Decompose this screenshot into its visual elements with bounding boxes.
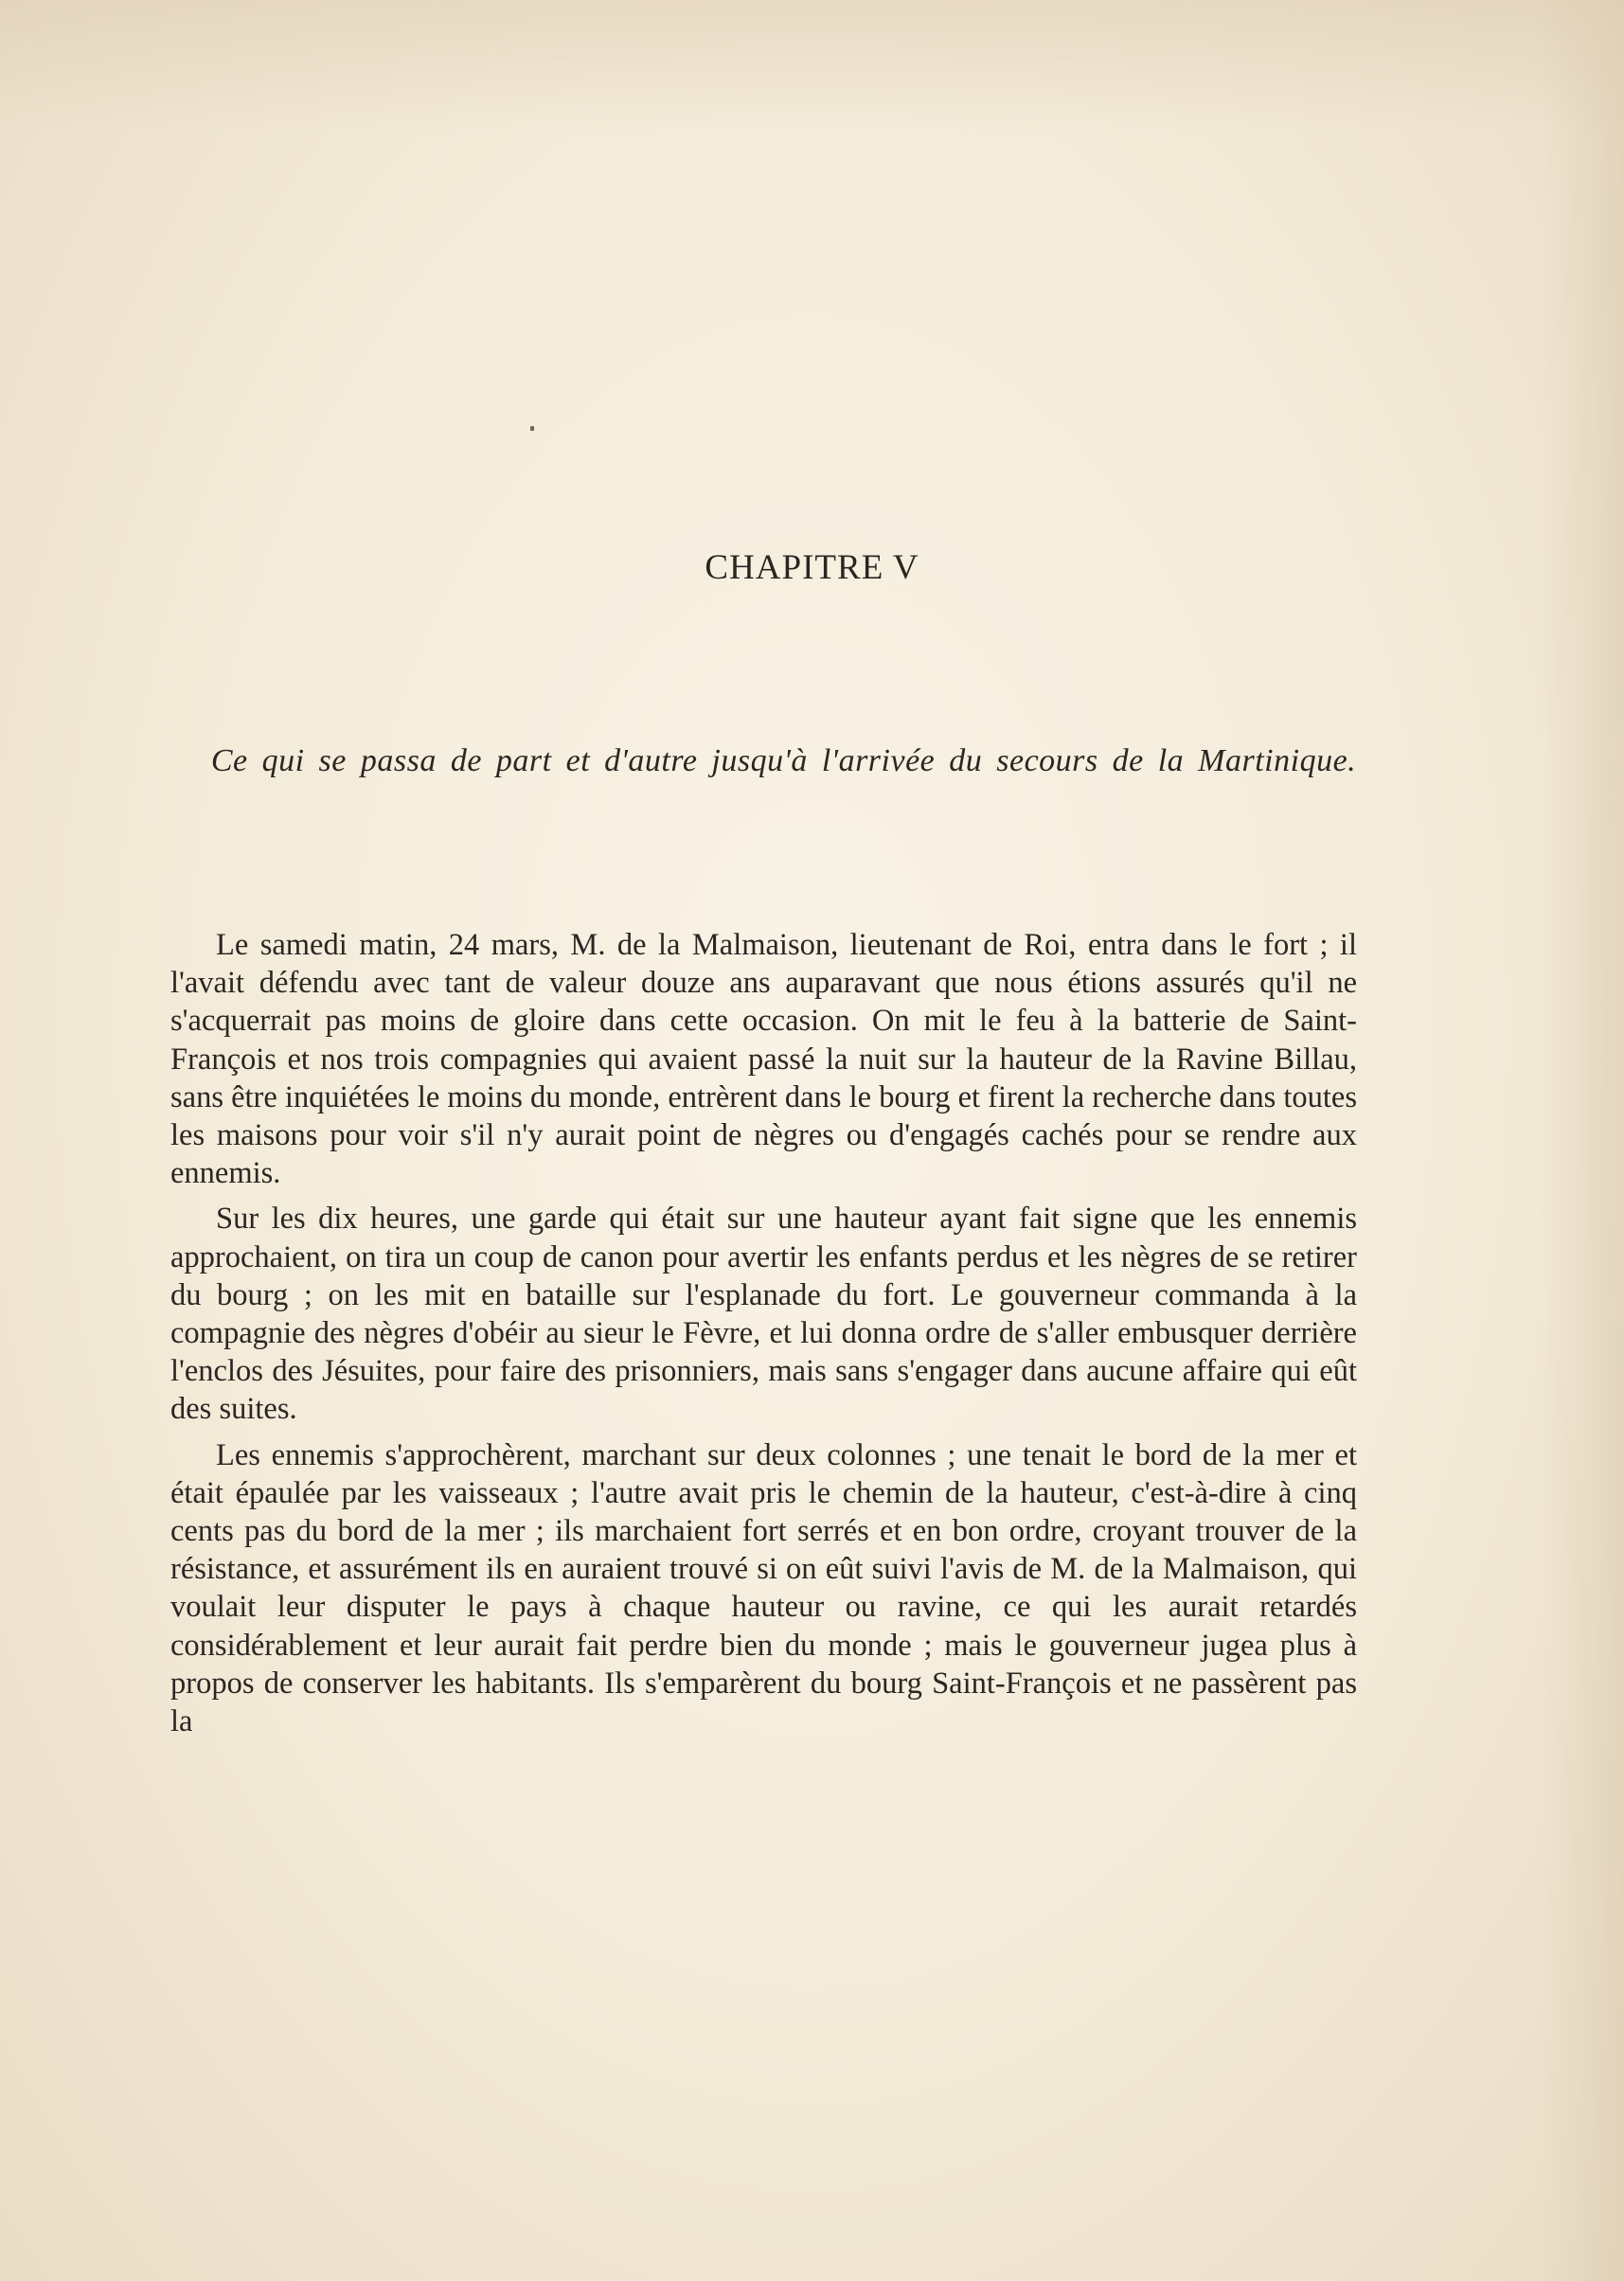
body-text bbox=[170, 926, 1357, 1740]
paragraph: Le samedi matin, 24 mars, M. de la Malmaison, lieutenant de Roi, entra dans le fort ; il l'avait défendu avec tant de valeur douze ans auparavant que nous étions assurés qu'il ne s'acquerrait pas moins de gloire dans cette occasion. On mit le feu à la batterie de Saint-François et nos trois compagnies qui avaient passé la nuit sur la hauteur de la Ravine Billau, sans être inquiétées le moins du monde, entrèrent dans le bourg et firent la recherche dans toutes les maisons pour voir s'il n'y aurait point de nègres ou d'engagés cachés pour se rendre aux ennemis. bbox=[170, 928, 1357, 1191]
chapter-subtitle: Ce qui se passa de part et d'autre jusqu'à l'arrivée du secours de la Martinique. bbox=[210, 743, 1357, 778]
ink-speck bbox=[530, 426, 534, 431]
paragraph: Les ennemis s'approchèrent, marchant sur deux colonnes ; une tenait le bord de la mer et était épaulée par les vaisseaux ; l'autre avait pris le chemin de la hauteur, c'est-à-dire à cinq cents pas du bord de la mer ; ils marchaient fort serrés et en bon ordre, croyant trouver de la résistance, et assurément ils en auraient trouvé si on eût suivi l'avis de M. de la Malmaison, qui voulait leur disputer le pays à chaque hauteur ou ravine, ce qui les aurait retardés considérablement et leur aurait fait perdre bien du monde ; mais le gouverneur jugea plus à propos de conserver les habitants. Ils s'emparèrent du bourg Saint-François et ne passèrent pas la bbox=[170, 1437, 1357, 1739]
chapter-title: CHAPITRE V bbox=[705, 548, 919, 587]
paragraph: Sur les dix heures, une garde qui était sur une hauteur ayant fait signe que les ennemis approchaient, on tira un coup de canon pour avertir les enfants perdus et les nègres de se retirer du bourg ; on les mit en bataille sur l'esplanade du fort. Le gouverneur commanda à la compagnie des nègres d'obéir au sieur le Fèvre, et lui donna ordre de s'aller embusquer derrière l'enclos des Jésuites, pour faire des prisonniers, mais sans s'engager dans aucune affaire qui eût des suites. bbox=[170, 1202, 1357, 1427]
